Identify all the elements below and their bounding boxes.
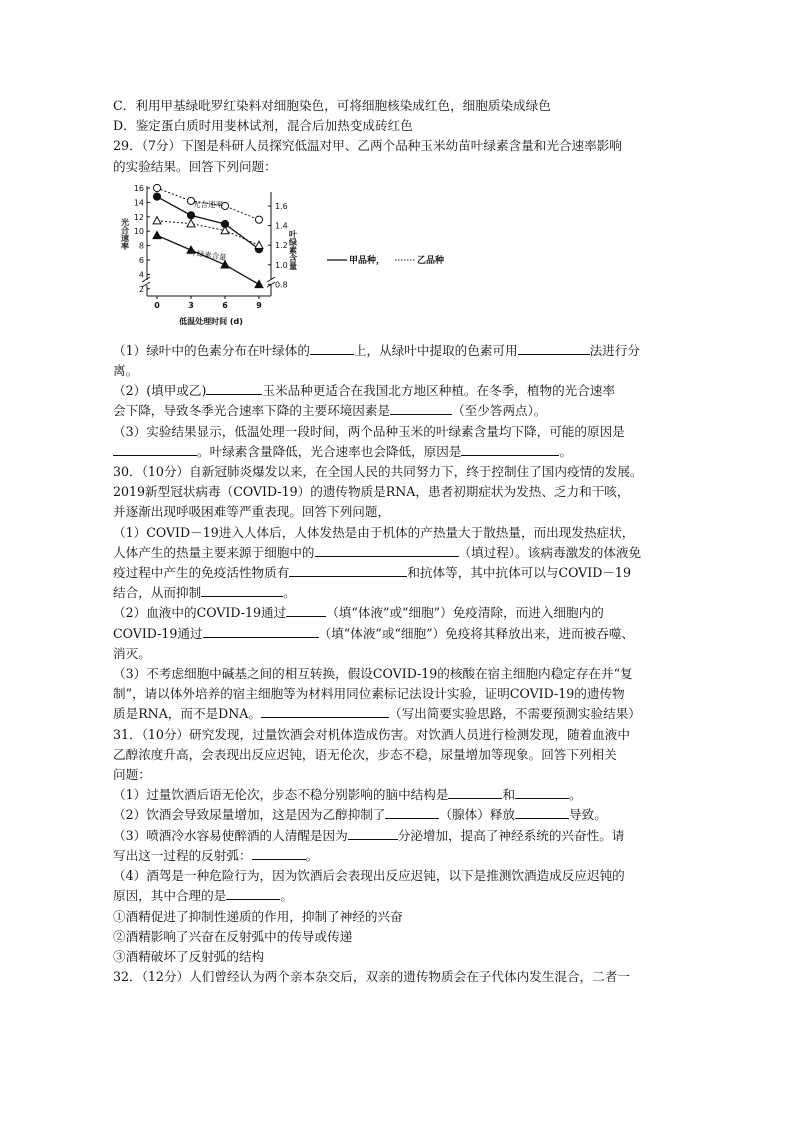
q29-part1-cont: 离。 <box>113 363 139 379</box>
q31-part4-b: 原因，其中合理的是 。 <box>113 888 293 904</box>
q31-part2: （2）饮酒会导致尿量增加，这是因为乙醇抑制了 （腺体）释放 导致。 <box>113 807 607 823</box>
q31-part3: （3）喷酒冷水容易使醉酒的人清醒是因为 分泌增加，提高了神经系统的兴奋性。请 <box>113 827 625 843</box>
right-tick-label: 1.2 <box>275 241 288 251</box>
answer-blank[interactable] <box>252 846 306 860</box>
q30-part1-d: 结合，从而抑制 。 <box>113 585 296 601</box>
data-point-circle <box>187 212 194 219</box>
answer-blank[interactable] <box>385 805 439 819</box>
answer-blank[interactable] <box>286 603 326 617</box>
answer-blank[interactable] <box>226 886 280 900</box>
question-31-stem-2: 乙醇浓度升高，会表现出反应迟钝，语无伦次，步态不稳，尿量增加等现象。回答下列相关 <box>113 746 617 762</box>
answer-blank[interactable] <box>515 805 569 819</box>
x-tick-label: 9 <box>256 300 262 310</box>
q31-option-3: ③酒精破坏了反射弧的结构 <box>113 948 265 964</box>
q31-option-2: ②酒精影响了兴奋在反射弧中的传导或传递 <box>113 928 353 944</box>
answer-blank[interactable] <box>348 826 398 840</box>
right-tick-label: 1.4 <box>275 221 288 231</box>
data-point-triangle <box>255 280 263 287</box>
q30-part3-b: 制”，请以体外培养的宿主细胞等为材料用同位素标记法设计实验，证明COVID-19的遗传物 <box>113 686 625 702</box>
q29-part3: （3）实验结果显示，低温处理一段时间，两个品种玉米的叶绿素含量均下降，可能的原因是 <box>113 423 625 439</box>
answer-blank[interactable] <box>448 785 502 799</box>
chart-figure <box>113 178 685 338</box>
answer-blank[interactable] <box>518 341 590 355</box>
q30-part2: （2）血液中的COVID-19通过 （填“体液”或“细胞”）免疫清除，而进入细胞内的 <box>113 605 604 621</box>
x-tick-label: 3 <box>188 300 194 310</box>
answer-blank[interactable] <box>206 381 262 395</box>
q30-part1-b: 人体产生的热量主要来源于细胞中的 （填过程）。该病毒激发的体液免 <box>113 544 642 560</box>
answer-blank[interactable] <box>310 341 354 355</box>
q30-part2-b: COVID-19通过 （填“体液”或“细胞”）免疫将其释放出来，进而被吞噬、 <box>113 625 635 641</box>
answer-blank[interactable] <box>515 785 569 799</box>
q30-part3-c: 质是RNA，而不是DNA。 （写出简要实验思路，不需要预测实验结果） <box>113 706 641 722</box>
q31-part4: （4）酒驾是一种危险行为，因为饮酒后会表现出反应迟钝，以下是推测饮酒造成反应迟钝的 <box>113 868 625 884</box>
q31-part1: （1）过量饮酒后语无伦次，步态不稳分别影响的脑中结构是 和 。 <box>113 787 582 803</box>
x-tick-label: 6 <box>222 300 228 310</box>
y-right-title: 叶绿素含量 <box>288 229 298 270</box>
question-30-stem: 30．（10分）自新冠肺炎爆发以来，在全国人民的共同努力下，终于控制住了国内疫情的发展。 <box>113 464 643 480</box>
data-point-circle <box>255 216 262 223</box>
q29-part3-cont: 。叶绿素含量降低，光合速率也会降低，原因是 。 <box>113 442 685 462</box>
q29-part2-cont: 会下降，导致冬季光合速率下降的主要环境因素是 （至少答两点）。 <box>113 403 547 419</box>
data-point-triangle <box>153 231 161 238</box>
answer-blank[interactable] <box>261 704 389 718</box>
question-30-stem-3: 并逐渐出现呼吸困难等严重表现。回答下列问题， <box>113 504 391 520</box>
right-tick-label: 1.0 <box>275 260 288 270</box>
answer-blank[interactable] <box>113 442 197 456</box>
answer-blank[interactable] <box>315 543 459 557</box>
question-32-stem: 32．（12分）人们曾经认为两个亲本杂交后，双亲的遗传物质会在子代体内发生混合，二者一 <box>113 969 630 985</box>
legend-jia: 甲品种， <box>349 255 386 266</box>
option-d: D．鉴定蛋白质时用斐林试剂，混合后加热变成砖红色 <box>113 118 413 134</box>
left-tick-label: 14 <box>133 198 144 208</box>
annotation-rate: 光合速率 <box>193 199 223 209</box>
x-tick-label: 0 <box>154 300 160 310</box>
q30-part1-c: 疫过程中产生的免疫活性物质有 和抗体等，其中抗体可以与COVID－19 <box>113 565 631 581</box>
left-tick-label: 2 <box>138 284 144 294</box>
q30-part3: （3）不考虑细胞中碱基之间的相互转换，假设COVID-19的核酸在宿主细胞内稳定存在并“复 <box>113 666 633 682</box>
right-tick-label: 0.8 <box>275 280 288 290</box>
answer-blank[interactable] <box>289 563 407 577</box>
data-point-circle <box>153 193 160 200</box>
left-tick-label: 6 <box>138 255 144 265</box>
left-tick-label: 12 <box>133 212 144 222</box>
left-tick-label: 16 <box>133 183 144 193</box>
question-31-stem-3: 问题： <box>113 767 151 783</box>
data-point-circle <box>153 184 160 191</box>
legend-yi: 乙品种 <box>417 255 445 266</box>
right-tick-label: 1.6 <box>275 201 288 211</box>
data-point-triangle <box>153 217 161 224</box>
left-tick-label: 10 <box>133 227 144 237</box>
q30-part2-c: 消灭。 <box>113 645 151 661</box>
chart-svg <box>113 178 685 338</box>
x-axis-title: 低温处理时间 (d) <box>179 316 243 326</box>
q31-part3-b: 写出这一过程的反射弧： 。 <box>113 847 319 863</box>
q29-part2: （2）(填甲或乙) 玉米品种更适合在我国北方地区种植。在冬季，植物的光合速率 <box>113 383 616 399</box>
question-30-stem-2: 2019新型冠状病毒（COVID-19）的遗传物质是RNA，患者初期症状为发热、乏力和干咳， <box>113 484 630 500</box>
question-29-stem: 29．（7分）下图是科研人员探究低温对甲、乙两个品种玉米幼苗叶绿素含量和光合速率影响 <box>113 138 622 154</box>
q30-part1: （1）COVID－19进入人体后，人体发热是由于机体的产热量大于散热量，而出现发热症状， <box>113 524 635 540</box>
left-tick-label: 4 <box>138 270 144 280</box>
exam-page <box>113 96 685 987</box>
q29-part1: （1）绿叶中的色素分布在叶绿体的 上，从绿叶中提取的色素可用 法进行分 <box>113 342 641 358</box>
left-tick-label: 8 <box>138 241 144 251</box>
data-point-triangle <box>187 219 195 226</box>
series-line-chl-jia <box>157 235 259 284</box>
answer-blank[interactable] <box>461 442 559 456</box>
annotation-chl: 叶绿素含量 <box>188 247 228 263</box>
data-point-triangle <box>255 241 263 248</box>
y-left-title: 光合速率 <box>120 217 130 250</box>
question-31-stem: 31．（10分）研究发现，过量饮酒会对机体造成伤害。对饮酒人员进行检测发现，随着血液中 <box>113 726 630 742</box>
answer-blank[interactable] <box>390 401 452 415</box>
answer-blank[interactable] <box>203 624 319 638</box>
q31-option-1: ①酒精促进了抑制性递质的作用，抑制了神经的兴奋 <box>113 908 403 924</box>
answer-blank[interactable] <box>201 583 283 597</box>
option-c: C．利用甲基绿吡罗红染料对细胞染色，可将细胞核染成红色，细胞质染成绿色 <box>113 98 551 113</box>
question-29-stem-cont: 的实验结果。回答下列问题： <box>113 158 277 174</box>
